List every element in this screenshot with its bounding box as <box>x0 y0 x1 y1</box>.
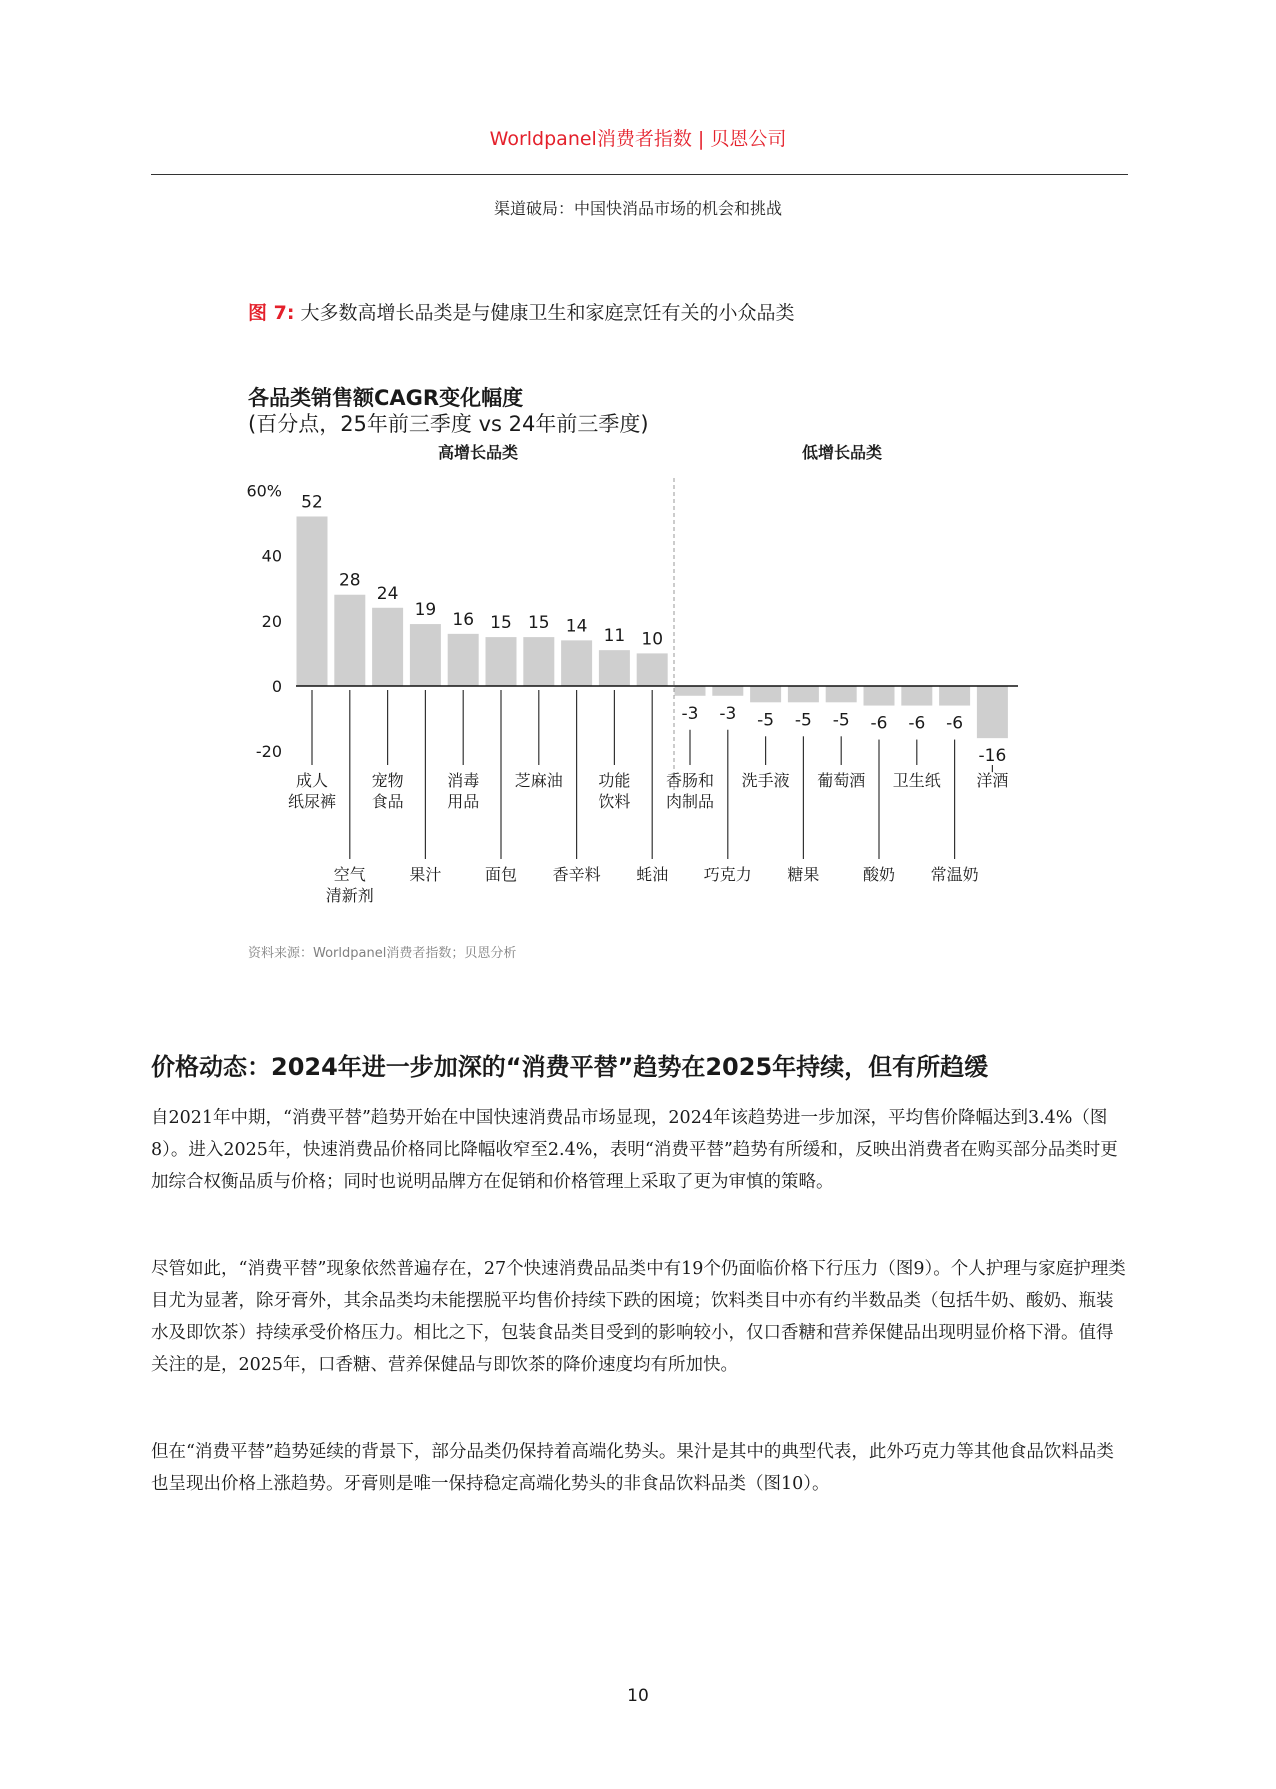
category-label <box>598 771 630 811</box>
category-label-line: 洋酒 <box>976 771 1009 790</box>
y-tick-label: 60% <box>246 481 282 501</box>
category-label-line: 面包 <box>484 865 518 884</box>
category-label-line: 空气 <box>333 865 366 884</box>
bar <box>523 637 554 686</box>
category-label <box>636 865 668 884</box>
category-label <box>553 865 601 884</box>
bar-value-label: 16 <box>452 609 475 630</box>
chart-group-label: 高增长品类 <box>437 443 519 462</box>
category-label <box>447 771 479 811</box>
category-label <box>409 865 441 884</box>
bar-value-label: 28 <box>338 570 361 591</box>
chart-subtitle: (百分点，25年前三季度 vs 24年前三季度) <box>248 412 649 436</box>
bar-value-label: 19 <box>414 600 437 621</box>
category-label <box>787 865 819 884</box>
y-tick-label: -20 <box>255 742 282 762</box>
category-label <box>976 771 1008 790</box>
category-label-line: 酸奶 <box>862 865 896 884</box>
bar-value-label: 15 <box>527 613 550 634</box>
bar-value-label: -5 <box>794 710 812 731</box>
chart-group-label: 低增长品类 <box>801 443 883 462</box>
bar-value-label: -6 <box>908 713 926 734</box>
bar <box>939 686 970 706</box>
bar <box>410 624 441 686</box>
bar <box>826 686 857 702</box>
category-label <box>742 771 790 790</box>
bar-value-label: -3 <box>681 703 699 724</box>
bar <box>901 686 932 706</box>
category-label <box>704 865 752 884</box>
bar-value-label: 10 <box>641 629 664 650</box>
bar <box>486 637 517 686</box>
category-label-line: 用品 <box>447 792 480 811</box>
category-label-line: 食品 <box>371 792 404 811</box>
page-number: 10 <box>627 1686 649 1706</box>
bar-value-label: 15 <box>490 613 512 634</box>
bar <box>637 653 668 686</box>
category-label-line: 清新剂 <box>325 886 374 905</box>
bar-value-label: -16 <box>978 746 1007 767</box>
category-label-line: 蚝油 <box>636 865 669 884</box>
bar-value-label: -5 <box>832 710 850 731</box>
category-label-line: 成人 <box>295 771 329 790</box>
category-label <box>288 771 336 811</box>
bar <box>448 634 479 686</box>
category-label-line: 功能 <box>598 771 631 790</box>
bar <box>712 686 743 696</box>
bar <box>977 686 1008 738</box>
category-label-line: 芝麻油 <box>514 771 563 790</box>
bar-value-label: 24 <box>376 583 399 604</box>
category-label-line: 巧克力 <box>703 865 752 884</box>
chart-title: 各品类销售额CAGR变化幅度 <box>248 386 524 410</box>
category-label-line: 纸尿裤 <box>287 792 337 811</box>
bar <box>788 686 819 702</box>
figure-caption-text: 大多数高增长品类是与健康卫生和家庭烹饪有关的小众品类 <box>300 302 795 324</box>
category-label-line: 香辛料 <box>552 865 601 884</box>
section-heading: 价格动态：2024年进一步加深的“消费平替”趋势在2025年持续，但有所趋缓 <box>151 1053 989 1081</box>
category-label <box>485 865 517 884</box>
bar <box>864 686 895 706</box>
category-label-line: 卫生纸 <box>892 771 941 790</box>
bar <box>599 650 630 686</box>
bar-value-label: -5 <box>757 710 775 731</box>
category-label-line: 宠物 <box>371 771 404 790</box>
y-tick-label: 20 <box>261 611 282 631</box>
paragraph-1: 自2021年中期，“消费平替”趋势开始在中国快速消费品市场显现，2024年该趋势进一步加深，平均售价降幅达到3.4%（图8）。进入2025年，快速消费品价格同比降幅收窄至2.4%，表明“消费平替”趋势有所缓和，反映出消费者在购买部分品类时更加综合权衡品质与价格；同时也说明品牌方在促销和价格管理上采取了更为审慎的策略。 <box>151 1108 1118 1192</box>
bar-value-label: 11 <box>603 626 626 647</box>
category-label <box>372 771 404 811</box>
paragraph-2: 尽管如此，“消费平替”现象依然普遍存在，27个快速消费品品类中有19个仍面临价格下行压力（图9）。个人护理与家庭护理类目尤为显著，除牙膏外，其余品类均未能摆脱平均售价持续下跌的困境；饮料类目中亦有约半数品类（包括牛奶、酸奶、瓶装水及即饮茶）持续承受价格压力。相比之下，包装食品类目受到的影响较小，仅口香糖和营养保健品出现明显价格下滑。值得关注的是，2025年，口香糖、营养保健品与即饮茶的降价速度均有所加快。 <box>151 1259 1126 1375</box>
y-tick-label: 40 <box>261 546 282 566</box>
figure-label: 图 7: <box>248 302 295 324</box>
header-subtitle: 渠道破局：中国快消品市场的机会和挑战 <box>493 199 782 218</box>
category-label <box>666 771 714 811</box>
source-note: 资料来源：Worldpanel消费者指数；贝恩分析 <box>248 946 517 961</box>
category-label <box>817 771 865 790</box>
bar-value-label: 14 <box>565 616 588 637</box>
category-label <box>893 771 941 790</box>
category-label-line: 常温奶 <box>930 865 979 884</box>
bar-value-label: 52 <box>301 492 323 513</box>
bar-value-label: -6 <box>946 713 964 734</box>
category-label-line: 肉制品 <box>665 792 715 811</box>
category-label-line: 糖果 <box>787 865 820 884</box>
category-label-line: 葡萄酒 <box>817 771 866 790</box>
category-label <box>931 865 979 884</box>
bar <box>372 608 403 686</box>
category-label-line: 饮料 <box>598 792 631 811</box>
category-label-line: 洗手液 <box>741 771 790 790</box>
bar-value-label: -6 <box>870 713 888 734</box>
bar <box>675 686 706 696</box>
category-label <box>326 865 374 905</box>
header-title: Worldpanel消费者指数 | 贝恩公司 <box>489 128 787 150</box>
bar <box>750 686 781 702</box>
bar-value-label: -3 <box>719 703 737 724</box>
category-label <box>515 771 563 790</box>
category-label <box>863 865 895 884</box>
category-label-line: 消毒 <box>447 771 480 790</box>
bar <box>334 595 365 686</box>
bar <box>561 640 592 686</box>
y-tick-label: 0 <box>271 677 282 696</box>
category-label-line: 香肠和 <box>665 771 715 790</box>
bar <box>297 516 328 686</box>
paragraph-3: 但在“消费平替”趋势延续的背景下，部分品类仍保持着高端化势头。果汁是其中的典型代表，此外巧克力等其他食品饮料品类也呈现出价格上涨趋势。牙膏则是唯一保持稳定高端化势头的非食品饮料品类（图10）。 <box>151 1442 1114 1494</box>
category-label-line: 果汁 <box>409 865 442 884</box>
